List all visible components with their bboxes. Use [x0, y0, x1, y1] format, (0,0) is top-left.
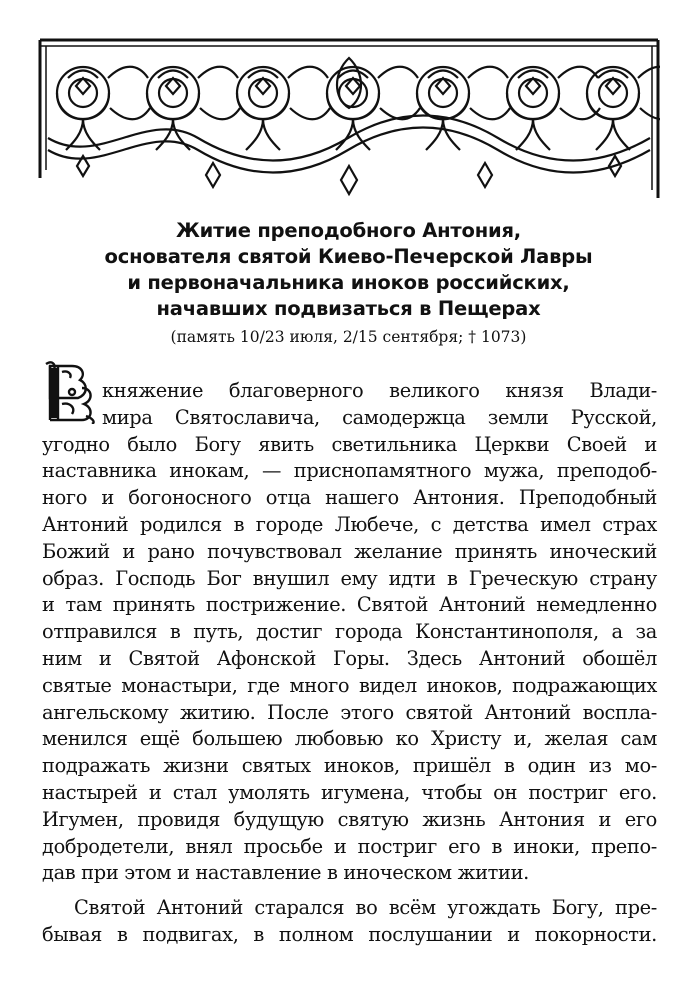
title-line-4: начавших подвизаться в Пещерах: [156, 297, 541, 320]
paragraph-1-line: подражать жизни святых иноков, пришёл в один из мо-: [42, 754, 657, 778]
paragraph-1-line: Антоний родился в городе Любече, с детства имел страх: [42, 512, 657, 536]
paragraph-1-line: ним и Святой Афонской Горы. Здесь Антоний обошёл: [42, 646, 657, 670]
body-text: [42, 378, 657, 949]
paragraph-1-line: и там принять пострижение. Святой Антоний немедленно: [42, 593, 657, 617]
paragraph-1-line: наставника инокам, — приснопамятного мужа, преподоб-: [42, 459, 657, 483]
paragraph-1-line: отправился в путь, достиг города Константинополя, а за: [42, 620, 657, 644]
document-title: [40, 218, 657, 322]
commemoration-dates: (память 10/23 июля, 2/15 сентября; † 1073): [170, 328, 527, 346]
paragraph-1-line: добродетели, внял просьбе и постриг его в иноки, препо-: [42, 834, 657, 858]
paragraph-1-line: ного и богоносного отца нашего Антония. Преподобный: [42, 486, 657, 510]
paragraph-1-line: Божий и рано почувствовал желание принять иноческий: [42, 539, 657, 563]
paragraph-1-line: угодно было Богу явить светильника Церкви Своей и: [42, 432, 657, 456]
paragraph-1-line: дав при этом и наставление в иноческом житии.: [42, 861, 529, 885]
paragraph-1-line: Игумен, провидя будущую святую жизнь Антония и его: [42, 807, 657, 831]
paragraph-1-line: менился ещё большею любовью ко Христу и, желая сам: [42, 727, 657, 751]
paragraph-1-line: ангельскому житию. После этого святой Антоний воспла-: [42, 700, 657, 724]
paragraph-1-line: княжение благоверного великого князя Влади-: [102, 379, 657, 402]
paragraph-1-line: святые монастыри, где много видел иноков, подражающих: [42, 673, 657, 697]
paragraph-gap: [42, 887, 657, 895]
paragraph-1-line: мира Святославича, самодержца земли Русской,: [102, 405, 657, 429]
paragraph-2-line: бывая в подвигах, в полном послушании и покорности.: [42, 922, 657, 946]
paragraph-2-line: Святой Антоний старался во всём угождать Богу, пре-: [74, 896, 657, 920]
paragraph-1-line: настырей и стал умолять игумена, чтобы он постриг его.: [42, 780, 657, 804]
floral-ornament-icon: [38, 38, 660, 198]
title-line-1: Житие преподобного Антония,: [176, 219, 521, 242]
paragraph-1-line: образ. Господь Бог внушил ему идти в Греческую страну: [42, 566, 657, 590]
title-line-3: и первоначальника иноков российских,: [127, 271, 570, 294]
title-line-2: основателя святой Киево-Печерской Лавры: [104, 245, 593, 268]
